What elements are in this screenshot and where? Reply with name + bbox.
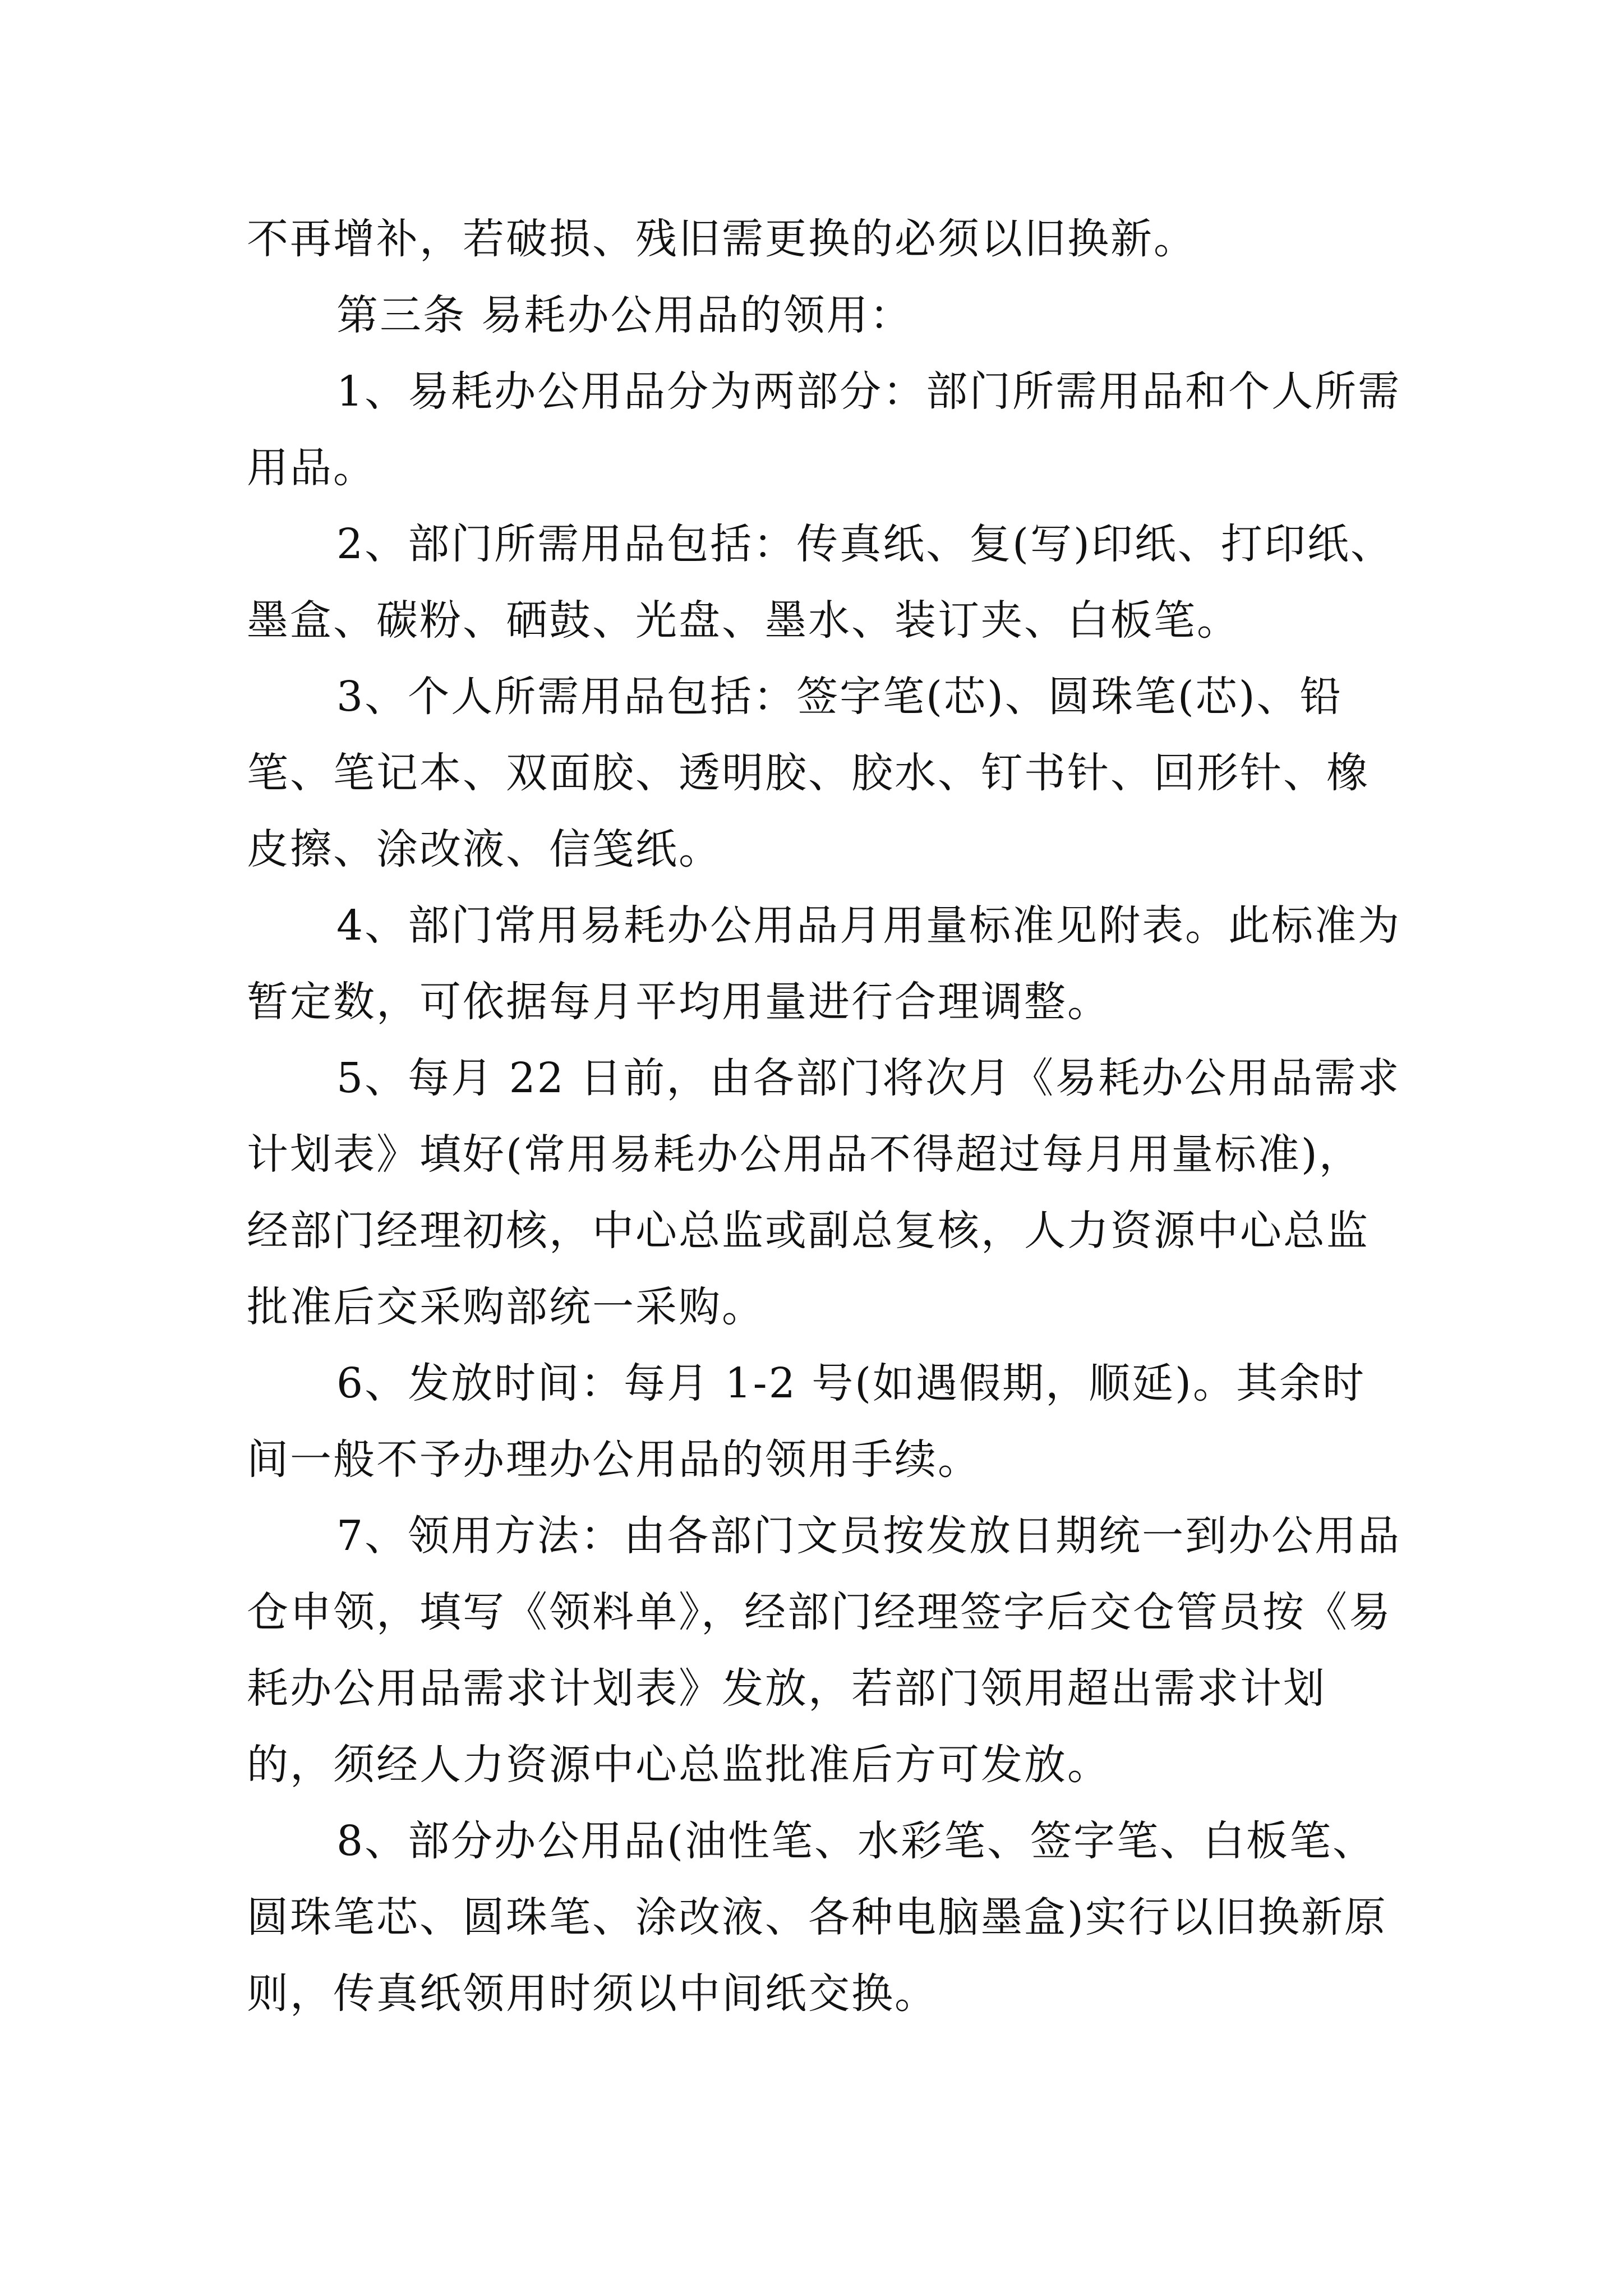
document-body bbox=[247, 201, 1402, 2032]
paragraph-item-7: 7、领用方法：由各部门文员按发放日期统一到办公用品仓申领，填写《领料单》，经部门经理签字后交仓管员按《易耗办公用品需求计划表》发放，若部门领用超出需求计划的，须经人力资源中心总监批准后方可发放。 bbox=[247, 1512, 1401, 1789]
paragraph-item-2: 2、部门所需用品包括：传真纸、复(写)印纸、打印纸、墨盒、碳粉、硒鼓、光盘、墨水、装订夹、白板笔。 bbox=[247, 520, 1394, 645]
paragraph-item-5: 5、每月 22 日前，由各部门将次月《易耗办公用品需求计划表》填好(常用易耗办公用品不得超过每月用量标准)，经部门经理初核，中心总监或副总复核，人力资源中心总监批准后交采购部统一采购。 bbox=[247, 1054, 1401, 1331]
paragraph-item-8: 8、部分办公用品(油性笔、水彩笔、签字笔、白板笔、圆珠笔芯、圆珠笔、涂改液、各种电脑墨盒)实行以旧换新原则，传真纸领用时须以中间纸交换。 bbox=[247, 1817, 1387, 2018]
paragraph-item-3: 3、个人所需用品包括：签字笔(芯)、圆珠笔(芯)、铅笔、笔记本、双面胶、透明胶、胶水、钉书针、回形针、橡皮擦、涂改液、信笺纸。 bbox=[247, 673, 1370, 873]
paragraph-item-6: 6、发放时间：每月 1-2 号(如遇假期，顺延)。其余时间一般不予办理办公用品的领用手续。 bbox=[247, 1359, 1366, 1484]
paragraph-continuation: 不再增补，若破损、残旧需更换的必须以旧换新。 bbox=[247, 215, 1197, 263]
paragraph-item-4: 4、部门常用易耗办公用品月用量标准见附表。此标准为暂定数，可依据每月平均用量进行合理调整。 bbox=[247, 901, 1401, 1026]
article-heading-3: 第三条 易耗办公用品的领用： bbox=[336, 291, 913, 339]
paragraph-item-1: 1、易耗办公用品分为两部分：部门所需用品和个人所需用品。 bbox=[247, 367, 1401, 492]
